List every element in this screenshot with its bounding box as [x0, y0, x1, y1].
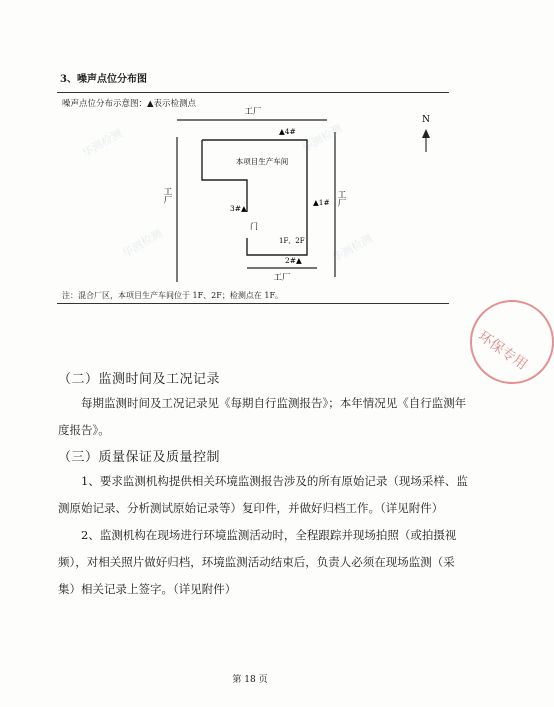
point-2: 2#▲: [285, 256, 302, 265]
diagram-note: 注：混合厂区，本项目生产车间位于 1F、2F；检测点在 1F。: [62, 291, 284, 300]
watermark: 华测检测: [79, 126, 125, 161]
section-two-heading: （二）监测时间及工况记录: [58, 372, 221, 387]
workshop-label: 本项目生产车间: [235, 157, 289, 166]
point-4: ▲4#: [279, 127, 296, 136]
watermark: 华测检测: [299, 121, 345, 156]
qa-item-2: 2、监测机构在现场进行环境监测活动时，全程跟踪并现场拍照（或拍摄视频），对相关照片做好归档，环境监测活动结束后，负责人必须在现场监测（采集）相关记录上签字。（详见附件）: [58, 528, 457, 596]
point-3: 3#▲: [230, 204, 247, 213]
bottom-factory-label: 工厂: [273, 273, 291, 283]
stamp-text: 环保专用: [474, 328, 530, 374]
point-1: ▲1#: [313, 198, 330, 207]
north-arrowhead-icon: [422, 129, 430, 138]
qa-item-1: 1、要求监测机构提供相关环境监测报告涉及的所有原始记录（现场采样、监测原始记录、分析测试原始记录等）复印件，并做好归档工作。（详见附件）: [58, 474, 468, 515]
door-label: 门: [250, 222, 258, 231]
diagram-legend: 噪声点位分布示意图：▲表示检测点: [62, 99, 197, 109]
section-three-heading: （三）质量保证及质量控制: [58, 450, 221, 465]
right-factory-label: 工厂: [336, 190, 346, 207]
north-label: N: [422, 115, 430, 125]
noise-point-map: [57, 92, 449, 304]
watermark: 华测检测: [329, 231, 375, 266]
top-factory-label: 工厂: [244, 107, 262, 117]
section-two-paragraph: 每期监测时间及工况记录见《每期自行监测报告》；本年情况见《自行监测年度报告》。: [58, 396, 467, 437]
page-number: 第 18 页: [232, 675, 268, 685]
section-3-heading: 3、噪声点位分布图: [60, 74, 147, 85]
left-factory-label: 工厂: [162, 187, 172, 204]
floors-label: 1F、2F: [279, 237, 305, 245]
watermark: 华测检测: [119, 226, 165, 261]
